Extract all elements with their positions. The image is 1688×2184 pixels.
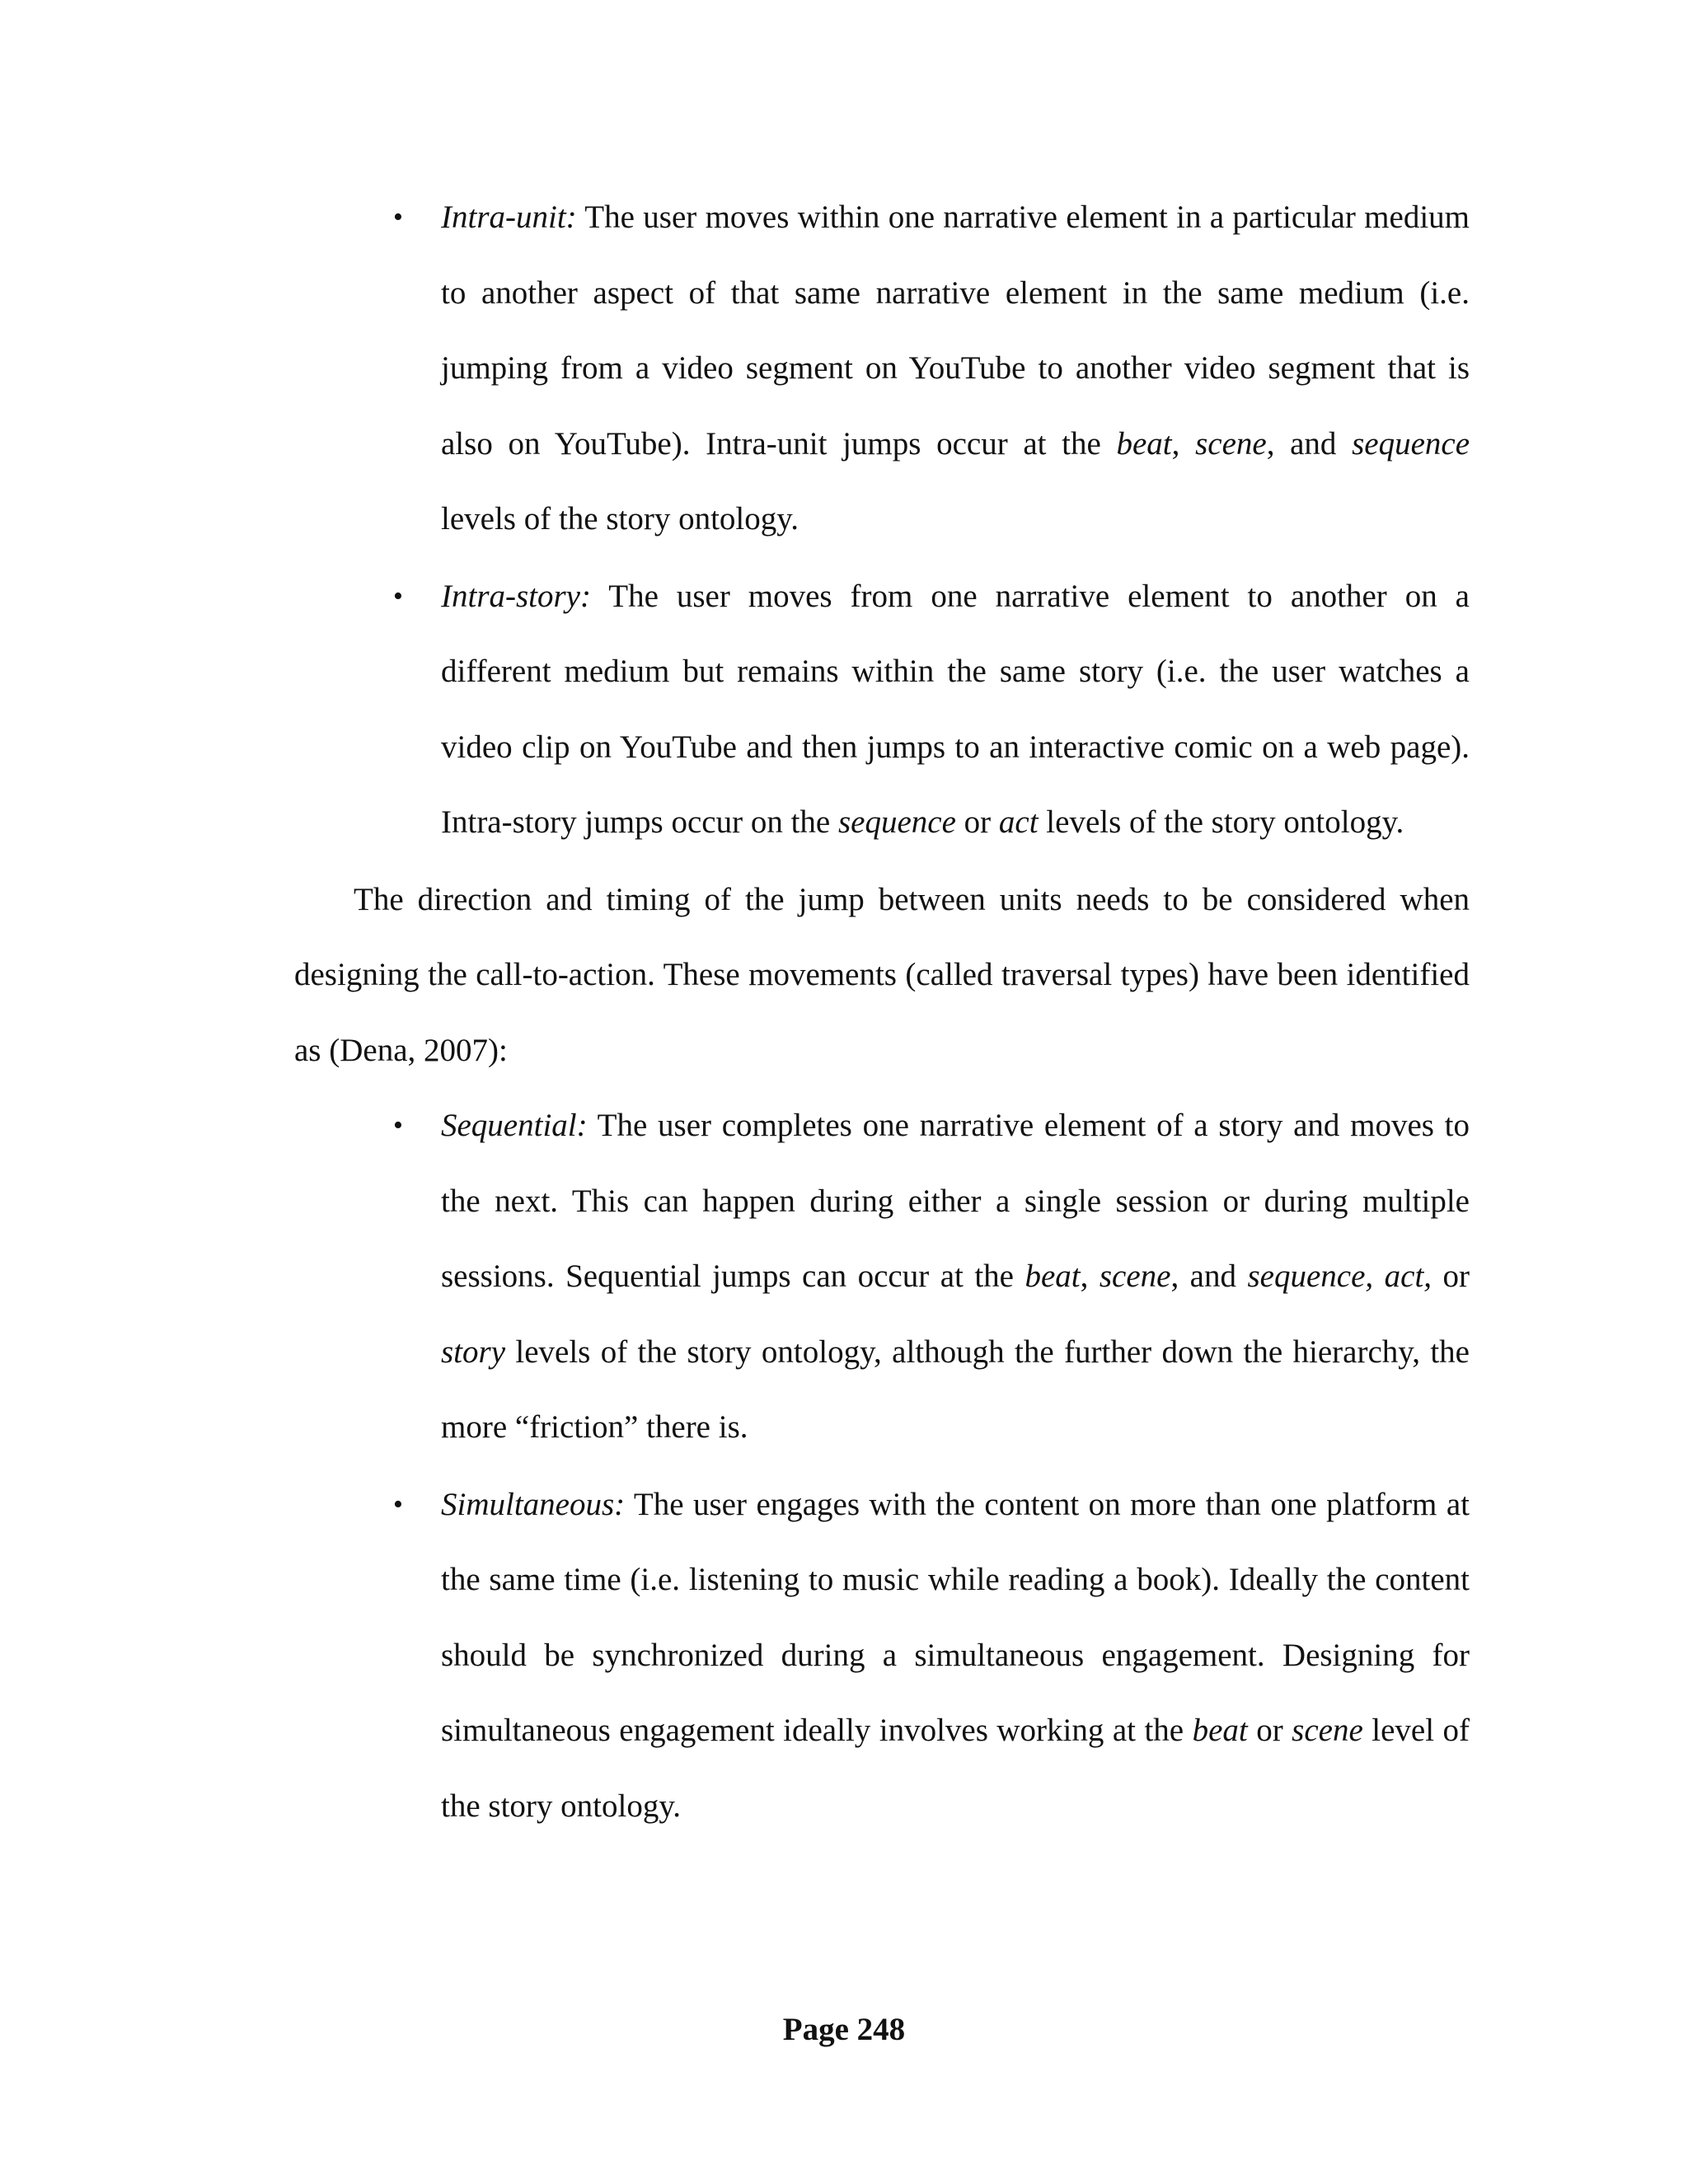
bullet-icon: •: [393, 1110, 403, 1141]
list-item: [393, 1088, 1470, 1465]
emphasis-text: beat: [1025, 1258, 1081, 1294]
list-item-term: Sequential:: [441, 1108, 588, 1143]
bullet-icon: •: [393, 580, 403, 612]
emphasis-text: scene: [1099, 1258, 1171, 1294]
emphasis-text: sequence: [837, 804, 956, 840]
list-item-text: Simultaneous: The user engages with the content on more than one platform at the same time (i.e. listening to music while reading a book). Ideally the content should be synchronized during a simultaneous engagement. Designing for simultaneous engagement ideally involves working at the beat or scene level of the story ontology.: [441, 1486, 1470, 1824]
list-item-text: Intra-story: The user moves from one narrative element to another on a different medium but remains within the same story (i.e. the user watches a video clip on YouTube and then jumps to an interactive comic on a web page). Intra-story jumps occur on the sequence or act levels of the story ontology.: [441, 578, 1470, 840]
list-item-term: Intra-story:: [441, 578, 591, 614]
emphasis-text: story: [441, 1333, 505, 1370]
emphasis-text: scene: [1195, 425, 1267, 462]
bullet-icon: •: [393, 1488, 403, 1520]
list-item: [393, 180, 1470, 557]
list-item-text: Intra-unit: The user moves within one narrative element in a particular medium to another aspect of that same narrative element in the same medium (i.e. jumping from a video segment on YouTube to another video segment that is also on YouTube). Intra-unit jumps occur at the beat, scene, and sequence levels of the story ontology.: [441, 199, 1470, 537]
emphasis-text: beat: [1192, 1713, 1248, 1748]
bullet-icon: •: [393, 202, 403, 232]
emphasis-text: sequence, act,: [1247, 1258, 1432, 1294]
list-item-term: Simultaneous:: [441, 1486, 626, 1522]
page-number: Page 248: [782, 2012, 906, 2047]
page-body: [294, 180, 1470, 1845]
emphasis-text: scene: [1292, 1713, 1363, 1748]
body-paragraph: The direction and timing of the jump between units needs to be considered when designing the call-to-action. These movements (called traversal types) have been identified as (Dena, 2007):: [294, 881, 1470, 1068]
emphasis-text: act: [998, 804, 1039, 840]
bullet-list-traversal-types: [294, 1088, 1470, 1844]
emphasis-text: sequence: [1352, 425, 1470, 462]
bullet-list-unit-types: [294, 180, 1470, 860]
emphasis-text: beat: [1116, 425, 1172, 462]
list-item-term: Intra-unit:: [441, 199, 577, 235]
list-item: [393, 559, 1470, 860]
list-item: [393, 1467, 1470, 1844]
list-item-text: Sequential: The user completes one narrative element of a story and moves to the next. This can happen during either a single session or during multiple sessions. Sequential jumps can occur at the beat, scene, and sequence, act, or story levels of the story ontology, although the further down the hierarchy, the more “friction” there is.: [441, 1108, 1470, 1445]
